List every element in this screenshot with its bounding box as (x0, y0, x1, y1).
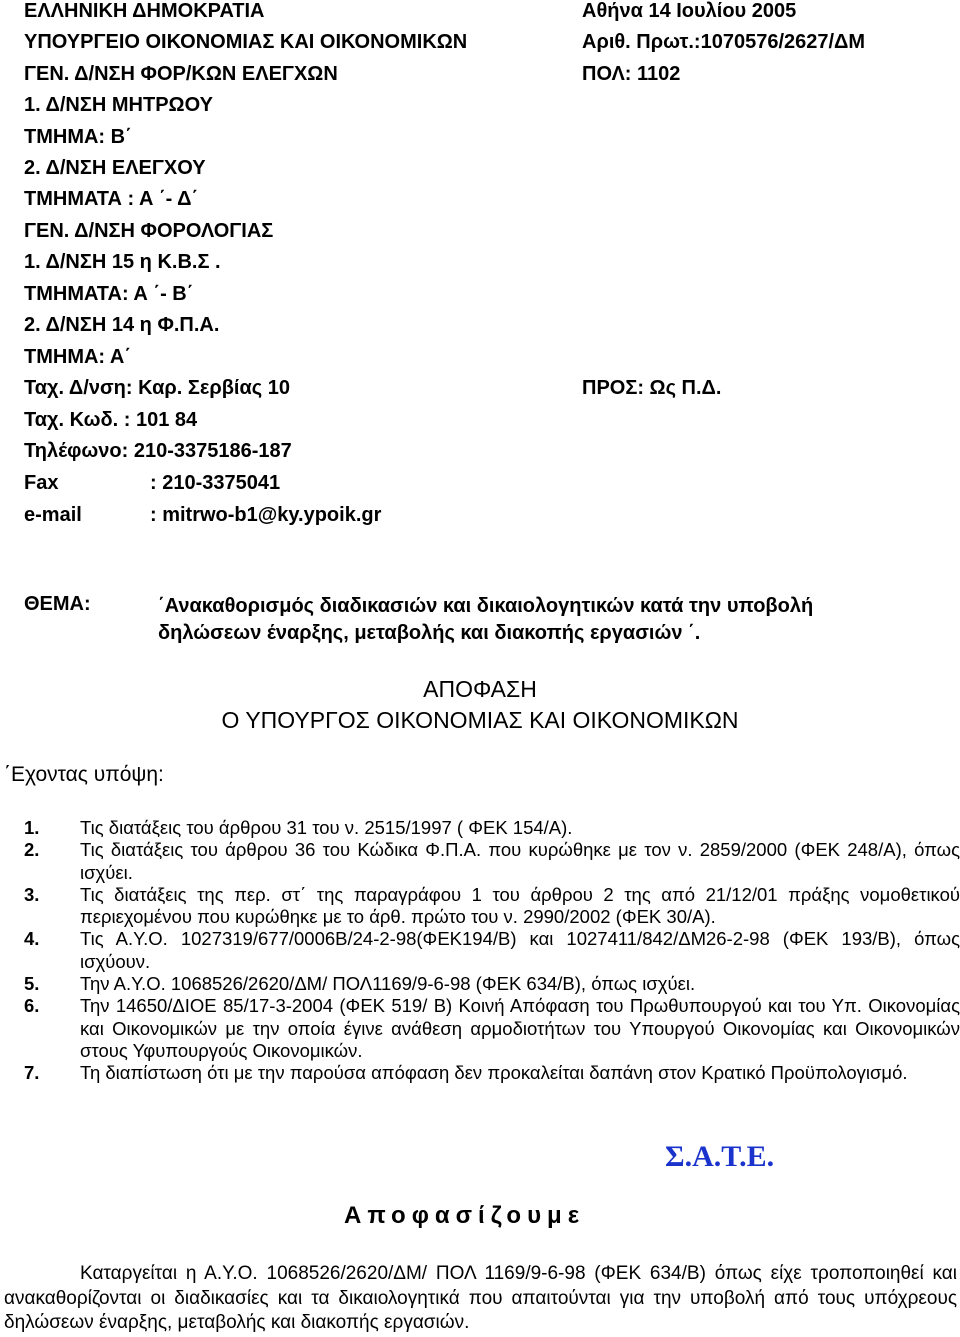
subject-line-1: ΄Ανακαθορισμός διαδικασιών και δικαιολογητικών κατά την υποβολή (158, 595, 814, 617)
list-item-text: Τις διατάξεις της περ. στ΄ της παραγράφου 1 του άρθρου 2 της από 21/12/01 πράξης νομοθετικού περιεχομένου που κυρώθηκε με το άρθ. πρώτο του ν. 2990/2002 (ΦΕΚ 30/Α). (80, 883, 960, 928)
sate-stamp: Σ.Α.Τ.Ε. (665, 1140, 775, 1173)
list-item-number: 4. (24, 928, 40, 950)
fax-value: : 210-3375041 (150, 472, 281, 494)
header-directorate-14: 2. Δ/ΝΣΗ 14 η Φ.Π.Α. (24, 314, 220, 336)
header-department-14: ΤΜΗΜΑ: Α΄ (24, 346, 132, 368)
header-ministry: ΥΠΟΥΡΓΕΙΟ ΟΙΚΟΝΟΜΙΑΣ ΚΑΙ ΟΙΚΟΝΟΜΙΚΩΝ (24, 31, 468, 53)
list-item (24, 1062, 960, 1084)
list-item-text: Την Α.Υ.Ο. 1068526/2620/ΔΜ/ ΠΟΛ1169/9-6-98 (ΦΕΚ 634/Β), όπως ισχύει. (80, 973, 696, 995)
header-directorate-1: 1. Δ/ΝΣΗ ΜΗΤΡΩΟΥ (24, 94, 213, 116)
header-address: Ταχ. Δ/νση: Καρ. Σερβίας 10 (24, 377, 290, 399)
header-directorate-15: 1. Δ/ΝΣΗ 15 η Κ.Β.Σ . (24, 251, 221, 273)
list-item (24, 995, 960, 1062)
list-item (24, 884, 960, 929)
subject-label: ΘΕΜΑ: (24, 593, 91, 615)
list-item-number: 1. (24, 817, 40, 838)
header-general-directorate: ΓΕΝ. Δ/ΝΣΗ ΦΟΡ/ΚΩΝ ΕΛΕΓΧΩΝ (24, 63, 338, 85)
email-label: e-mail (24, 504, 82, 526)
email-value[interactable]: : mitrwo-b1@ky.ypoik.gr (150, 504, 382, 526)
fax-label: Fax (24, 472, 59, 494)
list-item-text: Τις διατάξεις του άρθρου 31 του ν. 2515/1997 ( ΦΕΚ 154/Α). (80, 817, 573, 838)
header-recipient: ΠΡΟΣ: Ως Π.Δ. (582, 377, 722, 399)
decision-paragraph (4, 1262, 957, 1336)
minister-title: Ο ΥΠΟΥΡΓΟΣ ΟΙΚΟΝΟΜΙΑΣ ΚΑΙ ΟΙΚΟΝΟΜΙΚΩΝ (221, 707, 739, 733)
decision-paragraph-text: Καταργείται η Α.Υ.Ο. 1068526/2620/ΔΜ/ ΠΟΛ 1169/9-6-98 (ΦΕΚ 634/Β) όπως είχε τροποποιηθεί και ανακαθορίζονται οι διαδικασίες και τα δικαιολογητικά που απαιτούνται για την υποβολή από τους υπόχρεους δηλώσεων έναρξης, μεταβολής και διακοπής εργασιών. (4, 1263, 957, 1333)
decision-title: ΑΠΟΦΑΣΗ (423, 676, 537, 702)
header-departments-15: ΤΜΗΜΑΤΑ: Α ΄- Β΄ (24, 283, 194, 305)
decide-heading: Αποφασίζουμε (344, 1202, 586, 1229)
list-item (24, 839, 960, 884)
list-item-text: Τη διαπίστωση ότι με την παρούσα απόφαση δεν προκαλείται δαπάνη στον Κρατικό Προϋπολογισμό. (80, 1062, 908, 1084)
list-item-number: 3. (24, 883, 40, 905)
header-directorate-2: 2. Δ/ΝΣΗ ΕΛΕΓΧΟΥ (24, 157, 206, 179)
list-item-text: Τις Α.Υ.Ο. 1027319/677/0006Β/24-2-98(ΦΕΚ194/Β) και 1027411/842/ΔΜ26-2-98 (ΦΕΚ 193/Β), όπως ισχύουν. (80, 928, 960, 972)
list-item-number: 7. (24, 1062, 40, 1084)
list-item (24, 928, 960, 973)
header-postal-code: Ταχ. Κωδ. : 101 84 (24, 409, 198, 431)
list-item (24, 973, 960, 995)
subject-text (158, 593, 918, 647)
header-protocol-number: Αριθ. Πρωτ.:1070576/2627/ΔΜ (582, 31, 866, 53)
header-pol-number: ΠΟΛ: 1102 (582, 63, 681, 85)
header-email (24, 504, 381, 527)
having-regard-heading: ΄Εχοντας υπόψη: (4, 763, 164, 786)
header-general-directorate-tax: ΓΕΝ. Δ/ΝΣΗ ΦΟΡΟΛΟΓΙΑΣ (24, 220, 274, 242)
header-departments-2: ΤΜΗΜΑΤΑ : Α ΄- Δ΄ (24, 188, 199, 210)
list-item-number: 2. (24, 839, 40, 861)
header-country: ΕΛΛΗΝΙΚΗ ΔΗΜΟΚΡΑΤΙΑ (24, 0, 265, 22)
considerations-list (24, 817, 960, 1085)
list-item (24, 817, 960, 839)
list-item-number: 6. (24, 995, 40, 1017)
list-item-text: Τις διατάξεις του άρθρου 36 του Κώδικα Φ.Π.Α. που κυρώθηκε με τον ν. 2859/2000 (ΦΕΚ 248/Α), όπως ισχύει. (80, 839, 960, 883)
header-department-1: ΤΜΗΜΑ: Β΄ (24, 126, 132, 148)
header-date: Αθήνα 14 Ιουλίου 2005 (582, 0, 797, 22)
header-fax (24, 472, 280, 495)
subject-line-2: δηλώσεων έναρξης, μεταβολής και διακοπής εργασιών ΄. (158, 622, 701, 644)
header-phone: Τηλέφωνο: 210-3375186-187 (24, 440, 292, 462)
list-item-number: 5. (24, 973, 40, 995)
list-item-text: Την 14650/ΔΙΟΕ 85/17-3-2004 (ΦΕΚ 519/ Β) Κοινή Απόφαση του Πρωθυπουργού και του Υπ. Οικονομίας και Οικονομικών με την οποία έγινε ανάθεση αρμοδιοτήτων του Υπουργού Οικονομίας και Οικονομικών στους Υφυπουργούς Οικονομικών. (80, 995, 960, 1061)
